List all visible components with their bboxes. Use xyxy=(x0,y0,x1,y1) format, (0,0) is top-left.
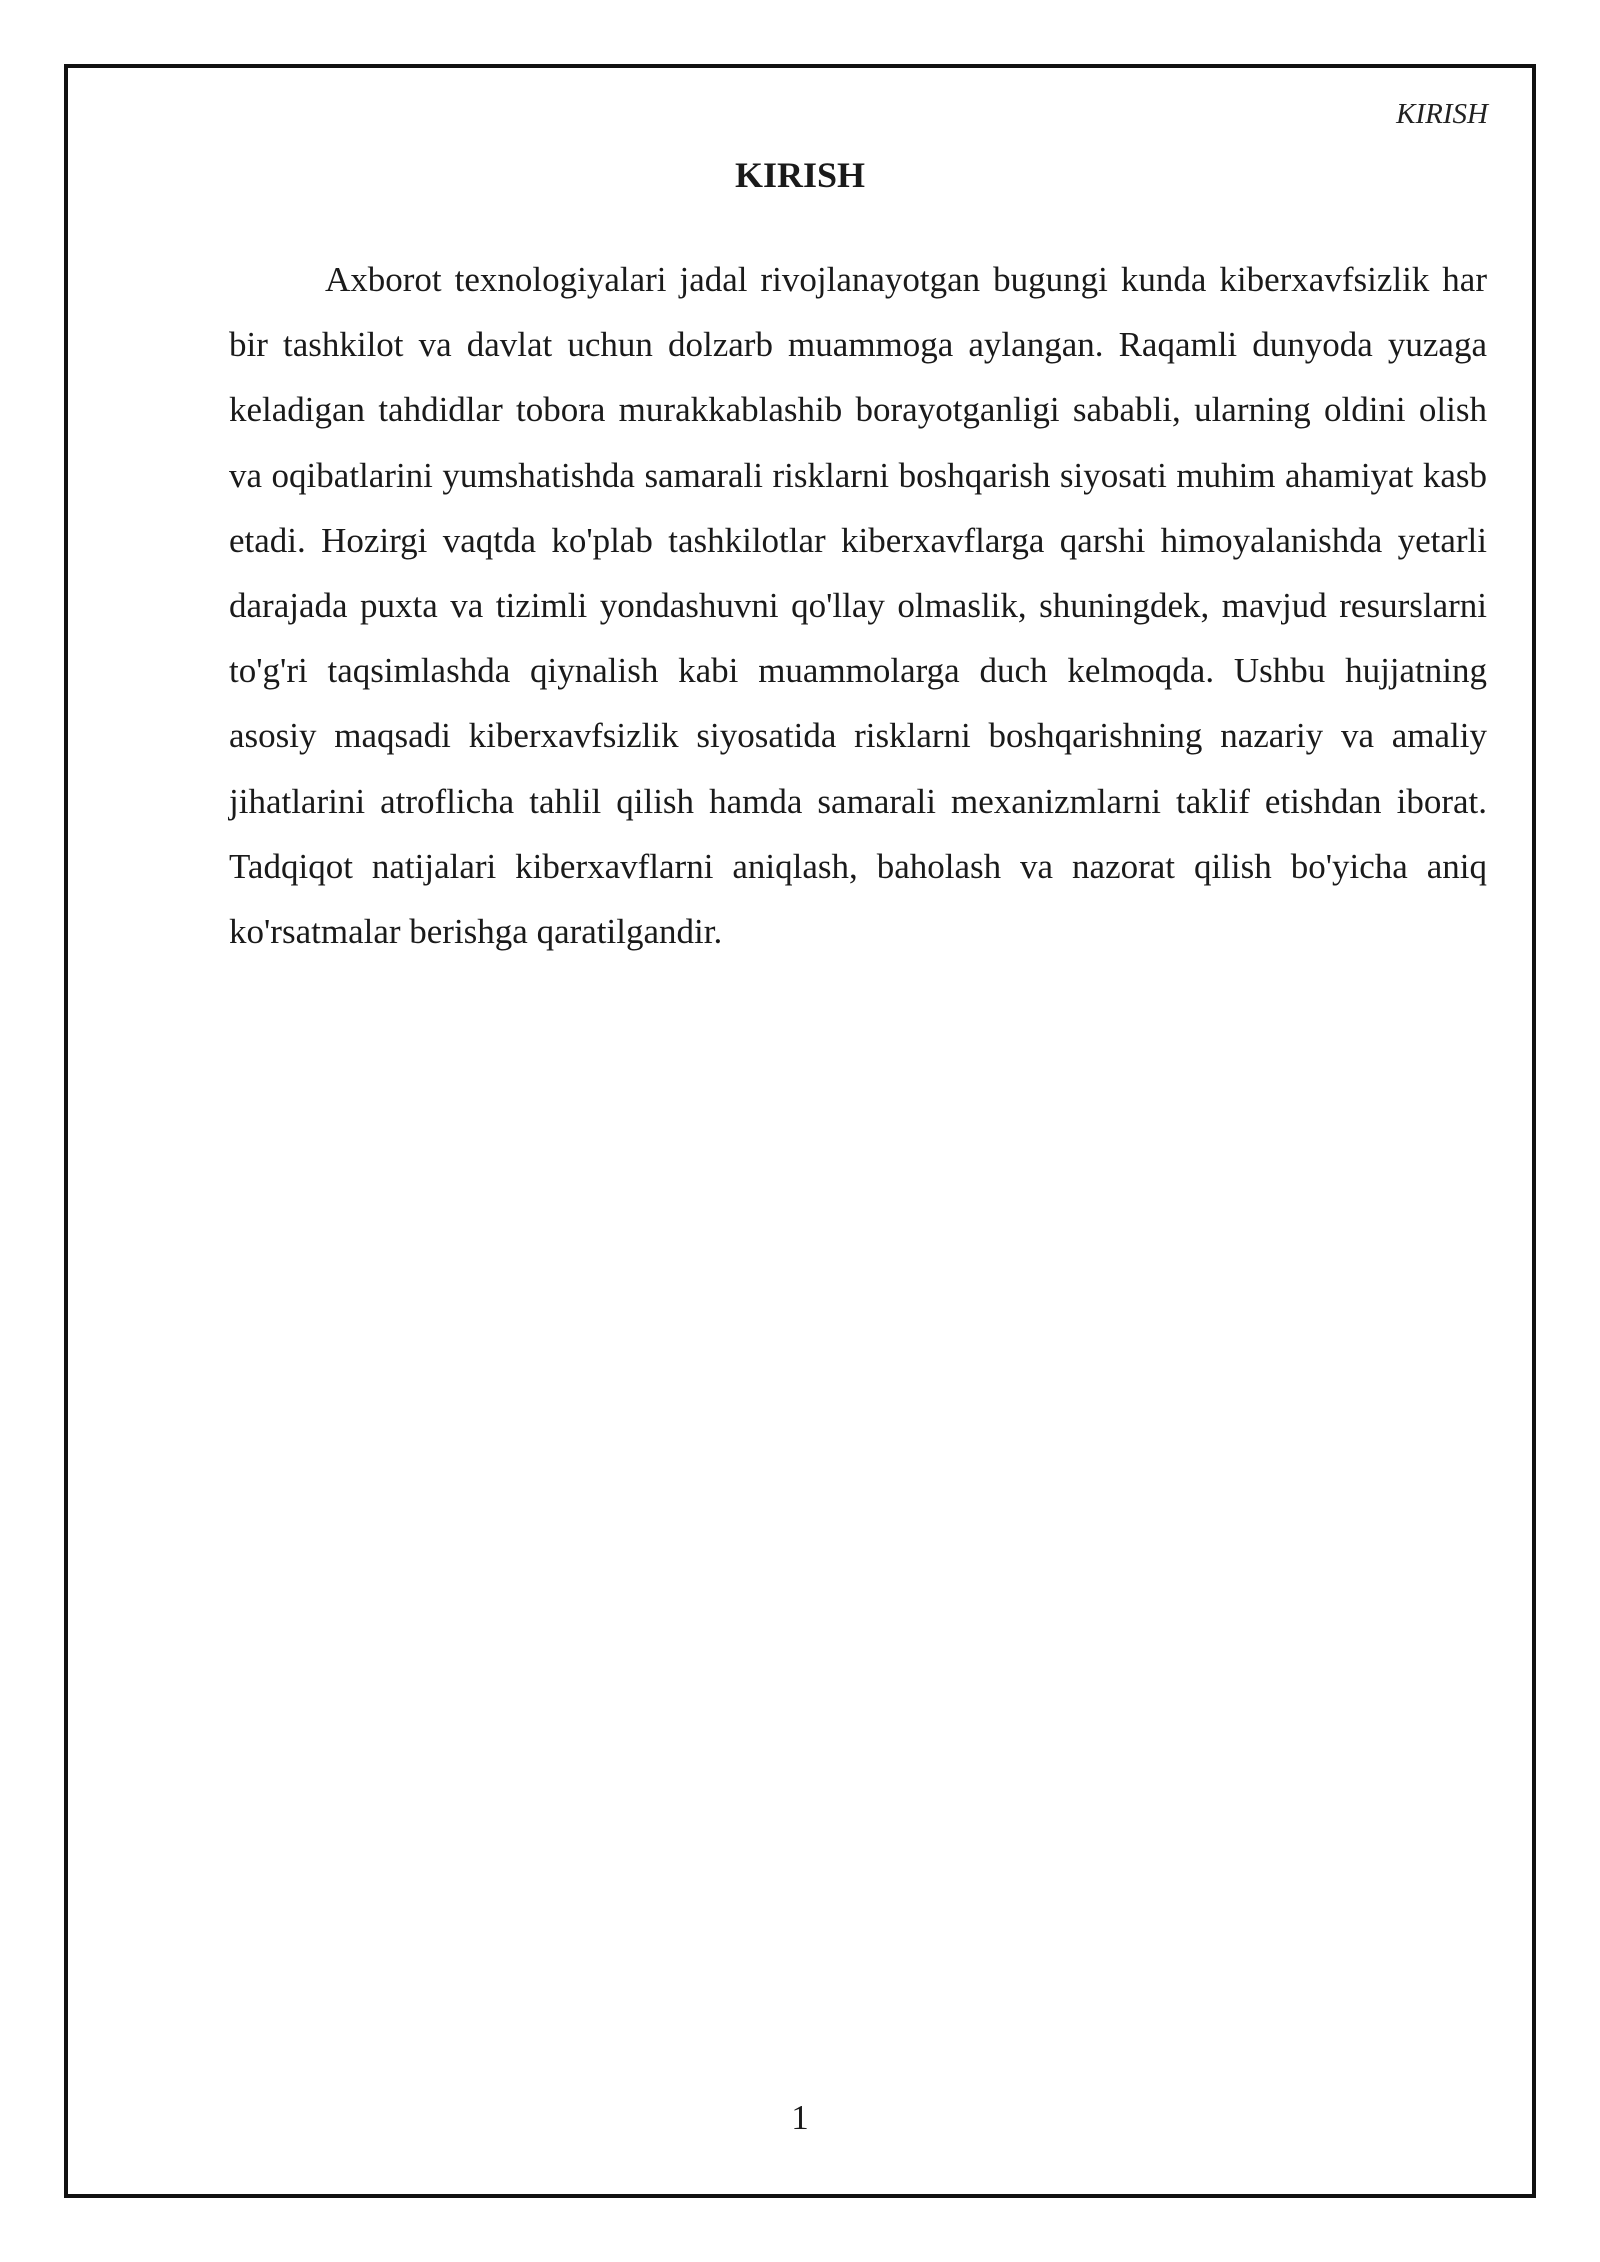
section-title: KIRISH xyxy=(734,155,866,195)
page-number: 1 xyxy=(791,2098,809,2137)
body-paragraph: Axborot texnologiyalari jadal rivojlanayotgan bugungi kunda kiberxavfsizlik har bir tashkilot va davlat uchun dolzarb muammoga aylangan. Raqamli dunyoda yuzaga keladigan tahdidlar tobora murakkablashib borayotganligi sababli, ularning oldini olish va oqibatlarini yumshatishda samarali risklarni boshqarish siyosati muhim ahamiyat kasb etadi. Hozirgi vaqtda ko'plab tashkilotlar kiberxavflarga qarshi himoyalanishda yetarli darajada puxta va tizimli yondashuvni qo'llay olmaslik, shuningdek, mavjud resurslarni to'g'ri taqsimlashda qiynalish kabi muammolarga duch kelmoqda. Ushbu hujjatning asosiy maqsadi kiberxavfsizlik siyosatida risklarni boshqarishning nazariy va amaliy jihatlarini atroflicha tahlil qilish hamda samarali mexanizmlarni taklif etishdan iborat. Tadqiqot natijalari kiberxavflarni aniqlash, baholash va nazorat qilish bo'yicha aniq ko'rsatmalar berishga qaratilgandir. xyxy=(229,260,1487,952)
running-header: KIRISH xyxy=(1396,98,1488,130)
